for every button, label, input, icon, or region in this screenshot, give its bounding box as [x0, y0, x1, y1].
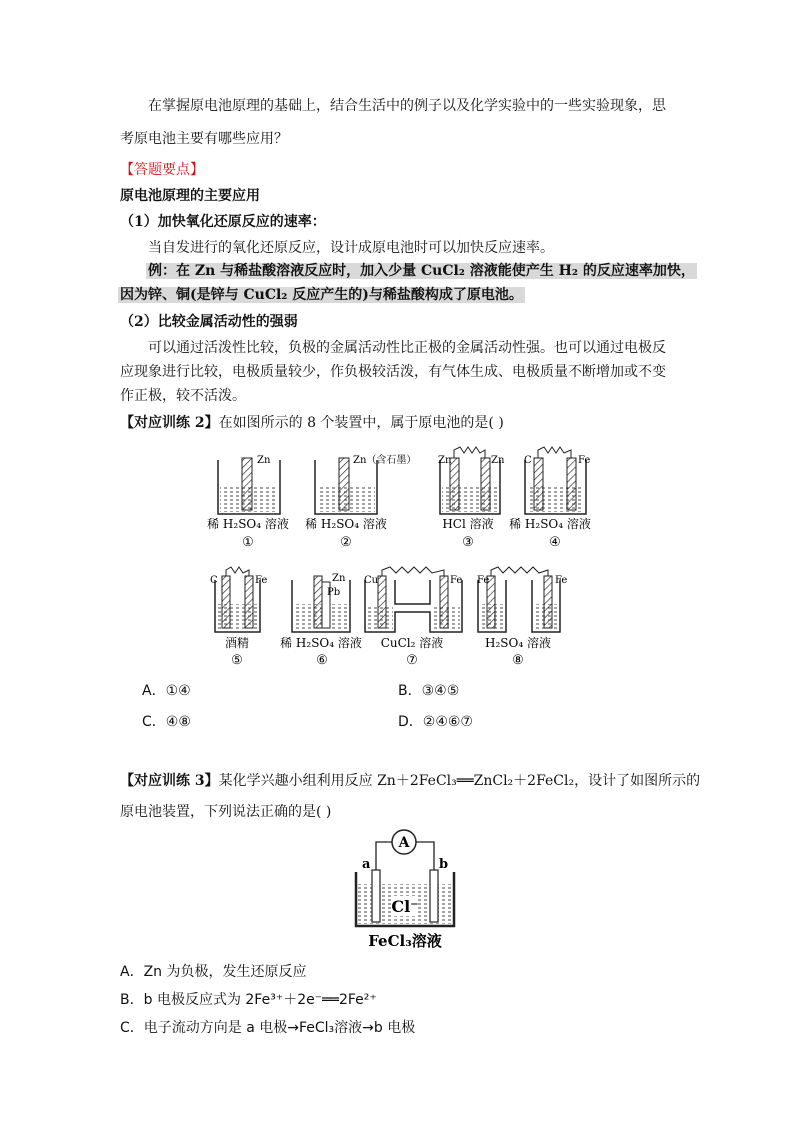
q2-stem-line: [120, 413, 504, 433]
device-6-solution: 稀 H₂SO₄ 溶液: [280, 636, 362, 650]
point2-line-1: 可以通过活泼性比较，负极的金属活动性比正极的金属活动性强。也可以通过电极反: [148, 340, 666, 356]
answer-heading: 【答题要点】: [120, 162, 204, 178]
device-5-right-label: Fe: [255, 575, 268, 586]
device-3-right-label: Zn: [491, 455, 505, 466]
q2-option-c[interactable]: C．④⑧: [142, 714, 191, 730]
device-2: [305, 453, 416, 550]
device-2-num: ②: [340, 535, 352, 550]
chloride-ion-label: Cl⁻: [391, 897, 419, 916]
device-6: [280, 573, 362, 668]
device-6-left-label: Zn: [332, 573, 346, 584]
q2-stem: 在如图所示的 8 个装置中，属于原电池的是( ): [218, 415, 504, 431]
q2-figure: [200, 446, 600, 672]
device-4-num: ④: [549, 535, 561, 550]
device-1-num: ①: [242, 535, 254, 550]
device-1-left-label: Zn: [257, 455, 271, 466]
device-3-num: ③: [462, 535, 474, 550]
electrode-b: [430, 870, 438, 922]
section-title: 原电池原理的主要应用: [120, 188, 260, 204]
device-8: [477, 567, 567, 668]
electrode-a: [372, 870, 380, 922]
device-5-solution: 酒精: [224, 636, 250, 650]
q3-option-c[interactable]: C．电子流动方向是 a 电极→FeCl₃溶液→b 电极: [120, 1020, 416, 1036]
q3-option-b[interactable]: B．b 电极反应式为 2Fe³⁺＋2e⁻══2Fe²⁺: [120, 992, 377, 1008]
q2-label: 【对应训练 2】: [120, 415, 219, 431]
point2-title: （2）比较金属活动性的强弱: [120, 314, 298, 330]
point2-line-3: 作正极，较不活泼。: [120, 388, 246, 404]
electrode-b-label: b: [439, 857, 449, 872]
q3-stem-line-1: [120, 771, 700, 791]
q3-solution-label: FeCl₃溶液: [368, 932, 442, 950]
intro-line-2: 考原电池主要有哪些应用？: [120, 131, 288, 147]
device-7-right-label: Fe: [450, 575, 463, 586]
device-1-solution: 稀 H₂SO₄ 溶液: [207, 517, 289, 531]
device-8-left-label: Fe: [477, 575, 490, 586]
q3-label: 【对应训练 3】: [120, 773, 219, 789]
q3-stem-1: 某化学兴趣小组利用反应 Zn＋2FeCl₃══ZnCl₂＋2FeCl₂，设计了如图所示的: [218, 773, 701, 789]
device-3-solution: HCl 溶液: [442, 517, 494, 531]
point1-example-a: [146, 261, 697, 281]
highlight-example-a: 例：在 Zn 与稀盐酸溶液反应时，加入少量 CuCl₂ 溶液能使产生 H₂ 的反应速率加快，: [148, 263, 695, 279]
device-1: [207, 455, 289, 550]
device-6-num: ⑥: [316, 653, 328, 668]
device-4: [509, 447, 591, 550]
device-7-num: ⑦: [406, 653, 418, 668]
device-7: [364, 567, 462, 668]
device-3: [438, 447, 505, 550]
device-6-right-label: Pb: [327, 587, 341, 598]
device-8-right-label: Fe: [555, 575, 568, 586]
point1-title: （1）加快氧化还原反应的速率：: [120, 214, 326, 230]
device-2-solution: 稀 H₂SO₄ 溶液: [305, 517, 387, 531]
device-2-left-label: Zn（含石墨）: [353, 455, 417, 466]
point1-example-b: [118, 285, 525, 305]
device-8-solution: H₂SO₄ 溶液: [485, 636, 551, 650]
point2-line-2: 应现象进行比较，电极质量较少，作负极较活泼，有气体生成、电极质量不断增加或不变: [120, 364, 666, 380]
device-7-solution: CuCl₂ 溶液: [380, 636, 444, 650]
electrode-a-label: a: [362, 857, 371, 872]
q3-figure: [340, 826, 470, 952]
highlight-example-b: 因为锌、铜(是锌与 CuCl₂ 反应产生的)与稀盐酸构成了原电池。: [120, 287, 523, 303]
device-5-num: ⑤: [231, 653, 243, 668]
device-8-num: ⑧: [512, 653, 524, 668]
ammeter-label: A: [398, 835, 410, 851]
device-4-right-label: Fe: [578, 455, 591, 466]
device-4-left-label: C: [524, 455, 532, 466]
device-7-left-label: Cu: [364, 575, 379, 586]
q2-option-a[interactable]: A．①④: [142, 683, 191, 699]
q2-option-d[interactable]: D．②④⑥⑦: [398, 714, 473, 730]
device-4-solution: 稀 H₂SO₄ 溶液: [509, 517, 591, 531]
q3-option-a[interactable]: A．Zn 为负极，发生还原反应: [120, 964, 307, 980]
q3-stem-line-2: 原电池装置，下列说法正确的是( ): [120, 804, 332, 820]
device-5-left-label: C: [210, 575, 218, 586]
device-5: [210, 567, 267, 668]
intro-line-1: 在掌握原电池原理的基础上，结合生活中的例子以及化学实验中的一些实验现象，思: [148, 98, 666, 114]
point1-text: 当自发进行的氧化还原反应，设计成原电池时可以加快反应速率。: [148, 240, 554, 256]
q2-option-b[interactable]: B．③④⑤: [398, 683, 460, 699]
device-3-left-label: Zn: [438, 455, 452, 466]
